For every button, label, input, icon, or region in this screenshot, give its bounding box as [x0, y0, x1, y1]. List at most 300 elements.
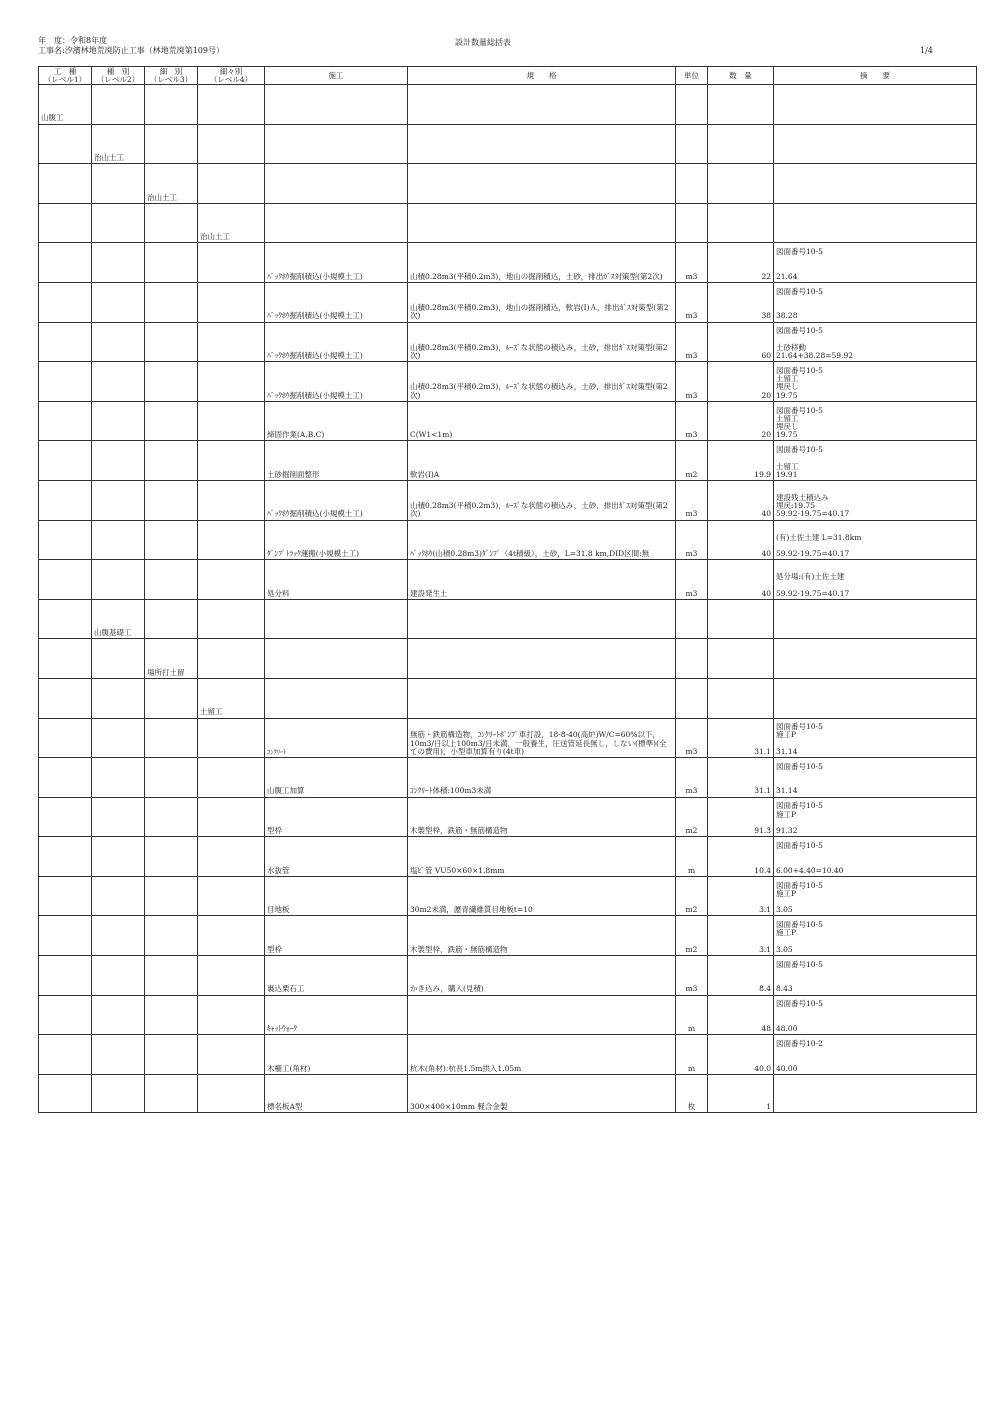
spec-cell: C(W1<1m) — [408, 401, 676, 441]
level4-cell — [198, 560, 265, 600]
level3-cell — [145, 718, 198, 758]
work-cell — [265, 85, 408, 125]
remarks-line — [776, 771, 974, 779]
table-row — [39, 322, 977, 362]
remarks-cell — [774, 1035, 977, 1075]
work-cell: ﾊﾞｯｸﾎｳ掘削積込(小規模土工) — [265, 243, 408, 283]
table-row — [39, 124, 977, 164]
remarks-line: 図面番号10-5 — [776, 247, 823, 257]
level4-cell — [198, 718, 265, 758]
unit-cell: m — [676, 837, 708, 877]
remarks-line: 59.92-19.75=40.17 — [776, 588, 850, 598]
remarks-line: 48.00 — [776, 1024, 798, 1034]
spec-cell — [408, 124, 676, 164]
col-header-remarks: 摘 要 — [774, 67, 977, 85]
quantity-cell — [708, 85, 774, 125]
level1-cell — [39, 480, 92, 520]
col-header-work: 施工 — [265, 67, 408, 85]
unit-cell: m3 — [676, 956, 708, 996]
quantity-cell — [708, 639, 774, 679]
spec-cell: かき込み，購入(見積) — [408, 956, 676, 996]
quantity-cell — [708, 599, 774, 639]
level3-cell — [145, 916, 198, 956]
quantity-cell: 60 — [708, 322, 774, 362]
remarks-line: 処分場:(有)土佐土建 — [776, 572, 845, 582]
spec-cell: 山積0.28m3(平積0.2m3)，地山の掘削積込，軟岩(Ⅰ)Ａ，排出ｶﾞｽ対策型(第2次) — [408, 282, 676, 322]
unit-cell: m3 — [676, 322, 708, 362]
unit-cell: 枚 — [676, 1074, 708, 1112]
spec-cell — [408, 203, 676, 243]
remarks-cell — [774, 480, 977, 520]
level3-cell — [145, 480, 198, 520]
level1-cell — [39, 362, 92, 402]
level2-cell — [92, 797, 145, 837]
remarks-cell — [774, 164, 977, 204]
unit-cell: m3 — [676, 718, 708, 758]
remarks-line: 建設残土積込み — [776, 492, 829, 502]
remarks-line: 8.43 — [776, 984, 793, 994]
level1-cell — [39, 243, 92, 283]
spec-cell: 山積0.28m3(平積0.2m3)，ﾙｰｽﾞな状態の積込み，土砂，排出ｶﾞｽ対策型(第2次) — [408, 362, 676, 402]
remarks-line: 埋戻し — [776, 382, 799, 392]
level1-cell — [39, 837, 92, 877]
remarks-line: 土留工 — [776, 374, 799, 384]
remarks-cell — [774, 916, 977, 956]
work-cell — [265, 639, 408, 679]
level2-cell — [92, 1074, 145, 1112]
remarks-line: 59.92-19.75=40.17 — [776, 509, 850, 519]
table-row — [39, 1035, 977, 1075]
level1-cell — [39, 1035, 92, 1075]
level3-cell — [145, 362, 198, 402]
level2-cell — [92, 639, 145, 679]
level3-cell — [145, 956, 198, 996]
remarks-line: 図面番号10-5 — [776, 761, 823, 771]
remarks-line — [776, 265, 974, 273]
level1-cell — [39, 995, 92, 1035]
quantity-cell: 3.1 — [708, 876, 774, 916]
work-cell: ﾊﾞｯｸﾎｳ掘削積込(小規模土工) — [265, 480, 408, 520]
col-header-spec: 規 格 — [408, 67, 676, 85]
remarks-cell — [774, 599, 977, 639]
quantity-cell: 40 — [708, 560, 774, 600]
work-cell: ｷｬｯﾄｳｫｰｸ — [265, 995, 408, 1035]
level4-cell — [198, 520, 265, 560]
remarks-line: 6.00+4.40=10.40 — [776, 865, 844, 875]
table-header-row — [39, 67, 977, 85]
remarks-cell — [774, 322, 977, 362]
remarks-line: 土留工 — [776, 413, 799, 423]
level2-cell — [92, 560, 145, 600]
level4-cell — [198, 797, 265, 837]
level2-cell — [92, 243, 145, 283]
quantity-cell: 8.4 — [708, 956, 774, 996]
table-row — [39, 639, 977, 679]
remarks-line: 図面番号10-5 — [776, 880, 823, 890]
level4-cell — [198, 758, 265, 798]
level4-cell — [198, 164, 265, 204]
remarks-line — [776, 819, 974, 827]
level3-cell — [145, 401, 198, 441]
spec-cell: 木製型枠，鉄筋・無筋構造物 — [408, 797, 676, 837]
level4-cell — [198, 322, 265, 362]
table-row — [39, 718, 977, 758]
remarks-line — [776, 850, 974, 858]
quantity-cell — [708, 164, 774, 204]
table-row — [39, 243, 977, 283]
table-row — [39, 560, 977, 600]
level4-cell — [198, 243, 265, 283]
level2-cell — [92, 322, 145, 362]
level3-cell — [145, 124, 198, 164]
level3-cell — [145, 203, 198, 243]
remarks-cell — [774, 362, 977, 402]
remarks-line — [776, 1017, 974, 1025]
spec-cell — [408, 678, 676, 718]
quantity-cell: 31.1 — [708, 758, 774, 798]
remarks-cell — [774, 243, 977, 283]
level4-cell — [198, 995, 265, 1035]
level4-cell — [198, 362, 265, 402]
spec-cell: 塩ﾋﾞ管 VU50×60×1.8mm — [408, 837, 676, 877]
work-cell: ｺﾝｸﾘｰﾄ — [265, 718, 408, 758]
remarks-line — [776, 1056, 974, 1064]
level4-cell: 治山土工 — [198, 203, 265, 243]
level3-cell — [145, 1074, 198, 1112]
remarks-line: 土砂移動 — [776, 342, 806, 352]
spec-cell: 山積0.28m3(平積0.2m3)，ﾙｰｽﾞな状態の積込み，土砂，排出ｶﾞｽ対策型(第2次) — [408, 480, 676, 520]
level1-cell — [39, 164, 92, 204]
remarks-line — [776, 1048, 974, 1056]
level2-cell — [92, 956, 145, 996]
quantity-cell — [708, 678, 774, 718]
level3-cell — [145, 282, 198, 322]
level1-cell — [39, 718, 92, 758]
remarks-line: 図面番号10-5 — [776, 286, 823, 296]
level2-cell: 山腹基礎工 — [92, 599, 145, 639]
quantity-cell: 19.9 — [708, 441, 774, 481]
work-cell: 型枠 — [265, 916, 408, 956]
spec-cell: ﾊﾞｯｸﾎｳ(山積0.28m3)ﾀﾞﾝﾌﾟ（4t積級），土砂，L=31.8 km,DID区間:無 — [408, 520, 676, 560]
table-row — [39, 203, 977, 243]
quantity-cell: 40.0 — [708, 1035, 774, 1075]
level1-cell: 山腹工 — [39, 85, 92, 125]
level3-cell — [145, 85, 198, 125]
level1-cell — [39, 124, 92, 164]
remarks-line: 図面番号10-5 — [776, 841, 823, 851]
level4-cell — [198, 1074, 265, 1112]
remarks-line: 施工P — [776, 928, 797, 938]
remarks-line: 59.92-19.75=40.17 — [776, 548, 850, 558]
page-number: 1/4 — [920, 46, 933, 55]
table-row — [39, 1074, 977, 1112]
remarks-cell — [774, 758, 977, 798]
level3-cell — [145, 758, 198, 798]
level2-cell — [92, 282, 145, 322]
unit-cell: m2 — [676, 916, 708, 956]
spec-cell: 建設発生土 — [408, 560, 676, 600]
remarks-line — [776, 296, 974, 304]
unit-cell: m3 — [676, 401, 708, 441]
unit-cell — [676, 124, 708, 164]
remarks-cell — [774, 520, 977, 560]
level3-cell — [145, 837, 198, 877]
remarks-line: 図面番号10-5 — [776, 959, 823, 969]
remarks-cell — [774, 282, 977, 322]
remarks-line: 図面番号10-5 — [776, 365, 823, 375]
work-cell: 処分料 — [265, 560, 408, 600]
remarks-cell — [774, 203, 977, 243]
level3-cell — [145, 678, 198, 718]
level2-cell — [92, 995, 145, 1035]
table-row — [39, 362, 977, 402]
level1-cell — [39, 282, 92, 322]
remarks-line — [776, 969, 974, 977]
level4-cell — [198, 599, 265, 639]
level1-cell — [39, 599, 92, 639]
level3-cell — [145, 995, 198, 1035]
work-cell — [265, 164, 408, 204]
work-cell: 目地板 — [265, 876, 408, 916]
level2-cell — [92, 1035, 145, 1075]
quantity-cell: 38 — [708, 282, 774, 322]
quantity-cell: 40 — [708, 520, 774, 560]
level4-cell — [198, 124, 265, 164]
quantity-summary-table — [38, 66, 977, 1113]
level4-cell — [198, 282, 265, 322]
spec-cell — [408, 995, 676, 1035]
spec-cell — [408, 639, 676, 679]
project-name: 工事名:汐濱林地荒廃防止工事（林地荒廃第109号） — [38, 46, 224, 55]
level4-cell — [198, 916, 265, 956]
level3-cell — [145, 520, 198, 560]
remarks-cell — [774, 85, 977, 125]
col-header-quantity: 数 量 — [708, 67, 774, 85]
remarks-cell — [774, 718, 977, 758]
work-cell: 土砂掘削面整形 — [265, 441, 408, 481]
remarks-cell — [774, 678, 977, 718]
level2-cell — [92, 401, 145, 441]
unit-cell — [676, 164, 708, 204]
level2-cell — [92, 441, 145, 481]
remarks-cell — [774, 797, 977, 837]
work-cell — [265, 678, 408, 718]
quantity-cell: 91.3 — [708, 797, 774, 837]
work-cell: 木柵工(角材) — [265, 1035, 408, 1075]
level4-cell — [198, 480, 265, 520]
level2-cell — [92, 876, 145, 916]
level3-cell — [145, 322, 198, 362]
document-title: 設計数量総括表 — [455, 38, 511, 47]
unit-cell — [676, 203, 708, 243]
level3-cell: 場所打土留 — [145, 639, 198, 679]
level4-cell — [198, 1035, 265, 1075]
remarks-cell — [774, 1074, 977, 1112]
unit-cell — [676, 678, 708, 718]
level1-cell — [39, 916, 92, 956]
quantity-cell: 22 — [708, 243, 774, 283]
level2-cell — [92, 916, 145, 956]
unit-cell: m3 — [676, 282, 708, 322]
fiscal-year: 年 度：令和8年度 — [38, 36, 108, 45]
spec-cell: 30m2未満，瀝青繊維質目地板t=10 — [408, 876, 676, 916]
remarks-line — [776, 1009, 974, 1017]
remarks-line: 19.75 — [776, 390, 798, 400]
table-row — [39, 520, 977, 560]
table-row — [39, 599, 977, 639]
col-header-level1: 工 種 （レベル1） — [39, 67, 92, 85]
level4-cell — [198, 441, 265, 481]
level3-cell — [145, 560, 198, 600]
table-row — [39, 401, 977, 441]
table-row — [39, 678, 977, 718]
col-header-unit: 単位 — [676, 67, 708, 85]
level2-cell — [92, 362, 145, 402]
level1-cell — [39, 401, 92, 441]
level4-cell — [198, 837, 265, 877]
work-cell: ﾊﾞｯｸﾎｳ掘削積込(小規模土工) — [265, 322, 408, 362]
level1-cell — [39, 1074, 92, 1112]
work-cell: ﾀﾞﾝﾌﾟﾄﾗｯｸ運搬(小規模土工) — [265, 520, 408, 560]
remarks-line: 40.00 — [776, 1063, 798, 1073]
remarks-cell — [774, 560, 977, 600]
level1-cell — [39, 956, 92, 996]
table-row — [39, 441, 977, 481]
level2-cell — [92, 758, 145, 798]
table-row — [39, 164, 977, 204]
unit-cell: m3 — [676, 520, 708, 560]
level1-cell — [39, 876, 92, 916]
unit-cell: m2 — [676, 441, 708, 481]
unit-cell: m3 — [676, 560, 708, 600]
level1-cell — [39, 560, 92, 600]
remarks-cell — [774, 124, 977, 164]
level3-cell — [145, 441, 198, 481]
remarks-cell — [774, 837, 977, 877]
spec-cell: ｺﾝｸﾘｰﾄ体積:100m3未満 — [408, 758, 676, 798]
remarks-line: 19.75 — [776, 430, 798, 440]
level4-cell — [198, 85, 265, 125]
unit-cell — [676, 85, 708, 125]
table-row — [39, 85, 977, 125]
level4-cell — [198, 876, 265, 916]
level2-cell — [92, 85, 145, 125]
remarks-cell — [774, 441, 977, 481]
remarks-line: 3.05 — [776, 905, 793, 915]
remarks-line: 図面番号10-5 — [776, 920, 823, 930]
level1-cell — [39, 322, 92, 362]
remarks-line: 21.64 — [776, 271, 798, 281]
col-header-level2: 種 別 （レベル2） — [92, 67, 145, 85]
unit-cell: m — [676, 995, 708, 1035]
unit-cell: m3 — [676, 362, 708, 402]
quantity-cell: 20 — [708, 401, 774, 441]
unit-cell: m2 — [676, 797, 708, 837]
level2-cell: 治山土工 — [92, 124, 145, 164]
level3-cell — [145, 599, 198, 639]
unit-cell — [676, 599, 708, 639]
quantity-cell: 31.1 — [708, 718, 774, 758]
remarks-line: 31.14 — [776, 746, 798, 756]
remarks-cell — [774, 401, 977, 441]
table-row — [39, 480, 977, 520]
level1-cell — [39, 797, 92, 837]
quantity-cell — [708, 203, 774, 243]
quantity-cell: 48 — [708, 995, 774, 1035]
level3-cell: 治山土工 — [145, 164, 198, 204]
table-row — [39, 916, 977, 956]
quantity-cell — [708, 124, 774, 164]
remarks-line: 図面番号10-2 — [776, 1039, 823, 1049]
level2-cell — [92, 837, 145, 877]
spec-cell: 無筋・鉄筋構造物，ｺﾝｸﾘｰﾄﾎﾟﾝﾌﾟ車打設，18-8-40(高炉)W/C=60%以下，10m3/日以上100m3/日未満，一般養生，圧送管延長無し，しない(標準)(全ての費用)，小型車加算有り(4t車) — [408, 718, 676, 758]
level1-cell — [39, 678, 92, 718]
remarks-line — [776, 304, 974, 312]
level2-cell — [92, 164, 145, 204]
spec-cell — [408, 164, 676, 204]
remarks-line: 21.64+38.28=59.92 — [776, 350, 853, 360]
remarks-cell — [774, 995, 977, 1035]
remarks-line: (有)土佐土建 L=31.8km — [776, 532, 862, 542]
remarks-line — [776, 779, 974, 787]
remarks-line: 図面番号10-5 — [776, 405, 823, 415]
table-row — [39, 876, 977, 916]
unit-cell: m3 — [676, 758, 708, 798]
remarks-line — [776, 898, 974, 906]
level4-cell — [198, 956, 265, 996]
quantity-cell: 40 — [708, 480, 774, 520]
remarks-line — [776, 256, 974, 264]
quantity-cell: 20 — [708, 362, 774, 402]
unit-cell — [676, 639, 708, 679]
level1-cell — [39, 520, 92, 560]
level1-cell — [39, 203, 92, 243]
col-header-level3: 細 別 （レベル3） — [145, 67, 198, 85]
remarks-cell — [774, 639, 977, 679]
spec-cell: 軟岩(Ⅰ)A — [408, 441, 676, 481]
level2-cell — [92, 520, 145, 560]
spec-cell: 300×400×10mm 軽合金製 — [408, 1074, 676, 1112]
table-row — [39, 797, 977, 837]
unit-cell: m3 — [676, 480, 708, 520]
remarks-line: 91.32 — [776, 826, 798, 836]
spec-cell: 山積0.28m3(平積0.2m3)，地山の掘削積込，土砂，排出ｶﾞｽ対策型(第2次) — [408, 243, 676, 283]
level1-cell — [39, 758, 92, 798]
remarks-line: 31.14 — [776, 786, 798, 796]
level3-cell — [145, 243, 198, 283]
remarks-line — [776, 454, 974, 462]
table-row — [39, 282, 977, 322]
remarks-line: 埋戻し — [776, 421, 799, 431]
level1-cell — [39, 441, 92, 481]
level2-cell — [92, 718, 145, 758]
work-cell — [265, 203, 408, 243]
spec-cell — [408, 85, 676, 125]
remarks-line: 図面番号10-5 — [776, 326, 823, 336]
remarks-line: 施工P — [776, 809, 797, 819]
work-cell: ﾊﾞｯｸﾎｳ掘削積込(小規模土工) — [265, 282, 408, 322]
level3-cell — [145, 797, 198, 837]
table-row — [39, 956, 977, 996]
remarks-line: 施工P — [776, 888, 797, 898]
remarks-line: 埋戻:19.75 — [776, 501, 815, 511]
remarks-line — [776, 938, 974, 946]
remarks-line: 3.05 — [776, 944, 793, 954]
work-cell: 型枠 — [265, 797, 408, 837]
col-header-level4: 細々別 （レベル4） — [198, 67, 265, 85]
table-row — [39, 758, 977, 798]
level3-cell — [145, 1035, 198, 1075]
